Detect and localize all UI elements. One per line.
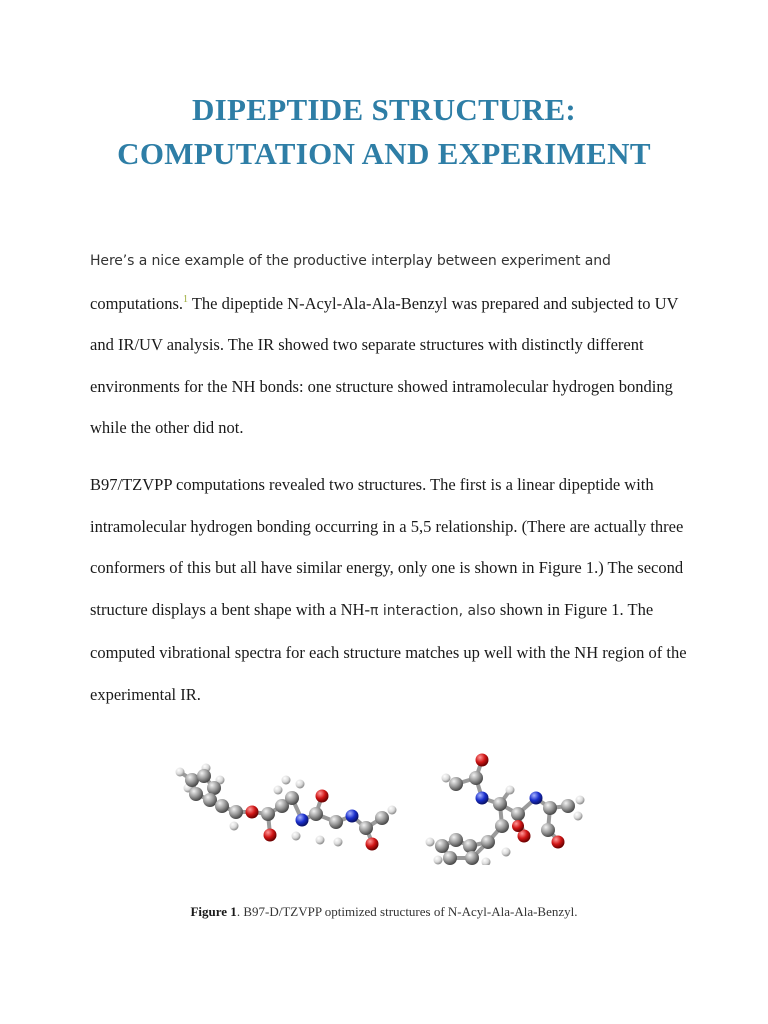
page-title: [40, 88, 728, 176]
paragraph-2-start: B97/TZVPP computations revealed two structures. The first is a linear dipeptide with intramolecular hydrogen bonding occurring in a 5,5 relationship. (There are actually three conformers of this but all have similar energy, only one is shown in Figure 1.) The second structure displays a bent shape with a NH-: [90, 475, 684, 619]
paragraph-2-inline: π interaction, also: [369, 602, 496, 619]
figure-caption-text: . B97-D/TZVPP optimized structures of N-Acyl-Ala-Ala-Benzyl.: [236, 904, 578, 919]
paragraph-2-end: shown in Figure 1. The computed vibrational spectra for each structure matches up well with the NH region of the experimental IR.: [90, 599, 687, 704]
molecule-figure: [160, 750, 620, 865]
paragraph-1-word: computations.: [90, 293, 184, 313]
paragraph-1: [90, 239, 690, 449]
reference-link[interactable]: 1: [183, 293, 189, 305]
paragraph-1-lead: Here’s a nice example of the productive interplay between experiment and: [90, 253, 611, 269]
linear-conformer-atoms: [176, 764, 397, 851]
title-line-2: COMPUTATION AND EXPERIMENT: [117, 136, 651, 171]
title-line-1: DIPEPTIDE STRUCTURE:: [191, 92, 577, 127]
bent-conformer-atoms: [426, 754, 585, 866]
figure-caption: [40, 904, 728, 920]
paragraph-2: [90, 464, 690, 715]
figure-caption-label: Figure 1: [190, 904, 237, 919]
paragraph-1-rest: The dipeptide N-Acyl-Ala-Ala-Benzyl was prepared and subjected to UV and IR/UV analysis. The IR showed two separate structures with distinctly different environments for the NH bonds: one structure showed intramolecular hydrogen bonding while the other did not.: [90, 293, 679, 437]
